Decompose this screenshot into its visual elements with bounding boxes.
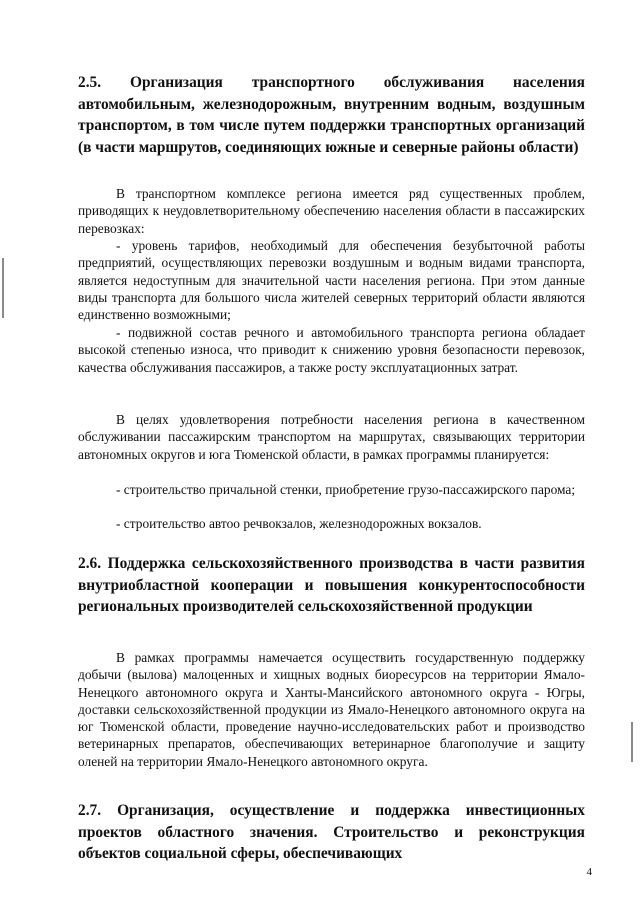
section-heading-2-5: 2.5. Организация транспортного обслуживания населения автомобильным, железнодорожным, внутренним водным, воздушным транспортом, в том числе путем поддержки транспортных организаций (в части маршрутов, соединяющих южные и северные районы области) [78, 74, 585, 156]
scan-edge-mark [2, 258, 4, 318]
paragraph: В рамках программы намечается осуществить государственную поддержку добычи (вылова) малоценных и хищных водных биоресурсов на территории Ямало-Ненецкого автономного округа и Ханты-Мансийского автономного округа - Югры, доставки сельскохозяйственной продукции из Ямало-Ненецкого автономного округа на юг Тюменской области, проведение научно-исследовательских работ и производство ветеринарных препаратов, обеспечивающих ветеринарное благополучие и защиту оленей на территории Ямало-Ненецкого автономного округа. [78, 650, 585, 769]
paragraph: В транспортном комплексе региона имеется ряд существенных проблем, приводящих к неудовлетворительному обеспечению населения области в пассажирских перевозках: [78, 186, 585, 236]
page-number: 4 [586, 866, 592, 878]
list-item: - строительство автоо речвокзалов, железнодорожных вокзалов. [116, 516, 482, 531]
list-item: - подвижной состав речного и автомобильного транспорта региона обладает высокой степенью износа, что приводит к снижению уровня безопасности перевозок, качества обслуживания пассажиров, а также росту эксплуатационных затрат. [78, 325, 585, 375]
scan-edge-mark [631, 722, 633, 762]
list-item: - строительство причальной стенки, приобретение грузо-пассажирского парома; [116, 482, 576, 497]
list-item: - уровень тарифов, необходимый для обеспечения безубыточной работы предприятий, осуществляющих перевозки воздушным и водным видами транспорта, является недоступным для значительной части населения региона. При этом данные виды транспорта для большого числа жителей северных территорий области являются единственно возможными; [78, 238, 585, 323]
section-heading-2-7: 2.7. Организация, осуществление и поддержка инвестиционных проектов областного значения. Строительство и реконструкция объектов социальной сферы, обеспечивающих [78, 802, 585, 862]
section-heading-2-6: 2.6. Поддержка сельскохозяйственного производства в части развития внутриобластной кооперации и повышения конкурентоспособности региональных производителей сельскохозяйственной продукции [78, 555, 585, 615]
paragraph: В целях удовлетворения потребности населения региона в качественном обслуживании пассажирским транспортом на маршрутах, связывающих территории автономных округов и юга Тюменской области, в рамках программы планируется: [78, 412, 585, 462]
